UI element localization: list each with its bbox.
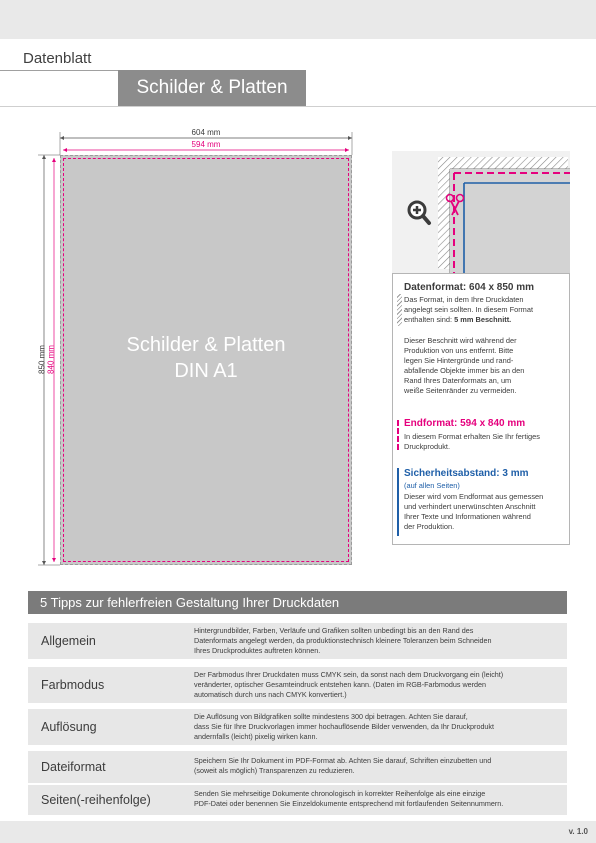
tip-text: Speichern Sie Ihr Dokument im PDF-Format ab. Achten Sie darauf, Schriften einzubetten und (soweit als möglich) Transparenzen zu reduzieren.	[194, 756, 492, 775]
plate-title-line2: DIN A1	[174, 360, 238, 382]
endformat-text: In diesem Format erhalten Sie Ihr fertiges Druckprodukt.	[404, 432, 540, 451]
bleed-marker	[397, 294, 402, 326]
width-inner-label: 594 mm	[191, 140, 221, 149]
tips-header: 5 Tipps zur fehlerfreien Gestaltung Ihrer Druckdaten	[28, 591, 567, 614]
page-title: Schilder & Platten	[118, 70, 306, 106]
safety-marker	[397, 468, 399, 536]
endformat-marker	[397, 420, 399, 450]
height-outer-label: 850 mm	[37, 345, 47, 374]
tip-text: Senden Sie mehrseitige Dokumente chronologisch in korrekter Reihenfolge als eine einzige PDF-Datei oder benennen Sie Einzeldokumente entsprechend mit fortlaufenden Seitennummern.	[194, 789, 504, 808]
tip-row-dateiformat	[28, 751, 567, 783]
tip-label: Dateiformat	[41, 760, 106, 774]
tip-label: Farbmodus	[41, 678, 105, 692]
datenformat-text: Das Format, in dem Ihre Druckdaten angelegt sein sollten. In diesem Format enthalten sind: 5 mm Beschnitt.	[404, 295, 533, 324]
zoom-in-icon	[406, 199, 432, 227]
sicherheit-subtitle: (auf allen Seiten)	[404, 481, 460, 490]
datasheet-tab: Datenblatt	[18, 48, 118, 70]
tip-label: Seiten(-reihenfolge)	[41, 793, 151, 807]
tip-text: Der Farbmodus Ihrer Druckdaten muss CMYK sein, da sonst nach dem Druckvorgang ein (leicht) veränderter, optischer Gesamteindruck entstehen kann. (Daten im RGB-Farbmodus werden automatisch durch uns nach CMYK konvertiert.)	[194, 670, 504, 699]
tip-row-aufloesung	[28, 709, 567, 745]
height-inner-label: 840 mm	[46, 345, 56, 374]
zoom-detail	[392, 151, 570, 274]
tip-label: Auflösung	[41, 720, 97, 734]
beschnitt-text: Dieser Beschnitt wird während der Produktion von uns entfernt. Bitte legen Sie Hintergründe und rand- abfallende Objekte immer bis an den Rand Ihres Datenformats an, um weiße Seitenränder zu vermeiden.	[404, 336, 525, 395]
datenformat-title: Datenformat: 604 x 850 mm	[404, 282, 535, 293]
footer-band	[0, 821, 596, 843]
scissors-icon	[445, 193, 465, 217]
sicherheit-title: Sicherheitsabstand: 3 mm	[404, 468, 529, 479]
tip-row-seitenreihenfolge	[28, 785, 567, 815]
version-label: v. 1.0	[568, 827, 588, 836]
endformat-title: Endformat: 594 x 840 mm	[404, 418, 526, 429]
tip-row-allgemein	[28, 623, 567, 659]
plate-title-line1: Schilder & Platten	[126, 334, 286, 356]
tip-row-farbmodus	[28, 667, 567, 703]
tip-label: Allgemein	[41, 634, 96, 648]
sicherheit-text: Dieser wird vom Endformat aus gemessen und verhindert unerwünschten Anschnitt Ihrer Texte und Informationen während der Produktion.	[404, 492, 544, 531]
tip-text: Die Auflösung von Bildgrafiken sollte mindestens 300 dpi betragen. Achten Sie darauf, dass Sie für Ihre Druckvorlagen immer hochauflösende Bilder verwenden, da Ihr Druckprodukt andernfalls (leicht) pixelig wirken kann.	[194, 712, 495, 741]
tip-text: Hintergrundbilder, Farben, Verläufe und Grafiken sollten unbedingt bis an den Rand des Datenformats angelegt werden, da produktionstechnisch kleinere Toleranzen beim Schneiden Ihres Druckproduktes auftreten können.	[194, 626, 492, 655]
width-outer-label: 604 mm	[191, 128, 221, 137]
plate-title	[60, 332, 352, 384]
